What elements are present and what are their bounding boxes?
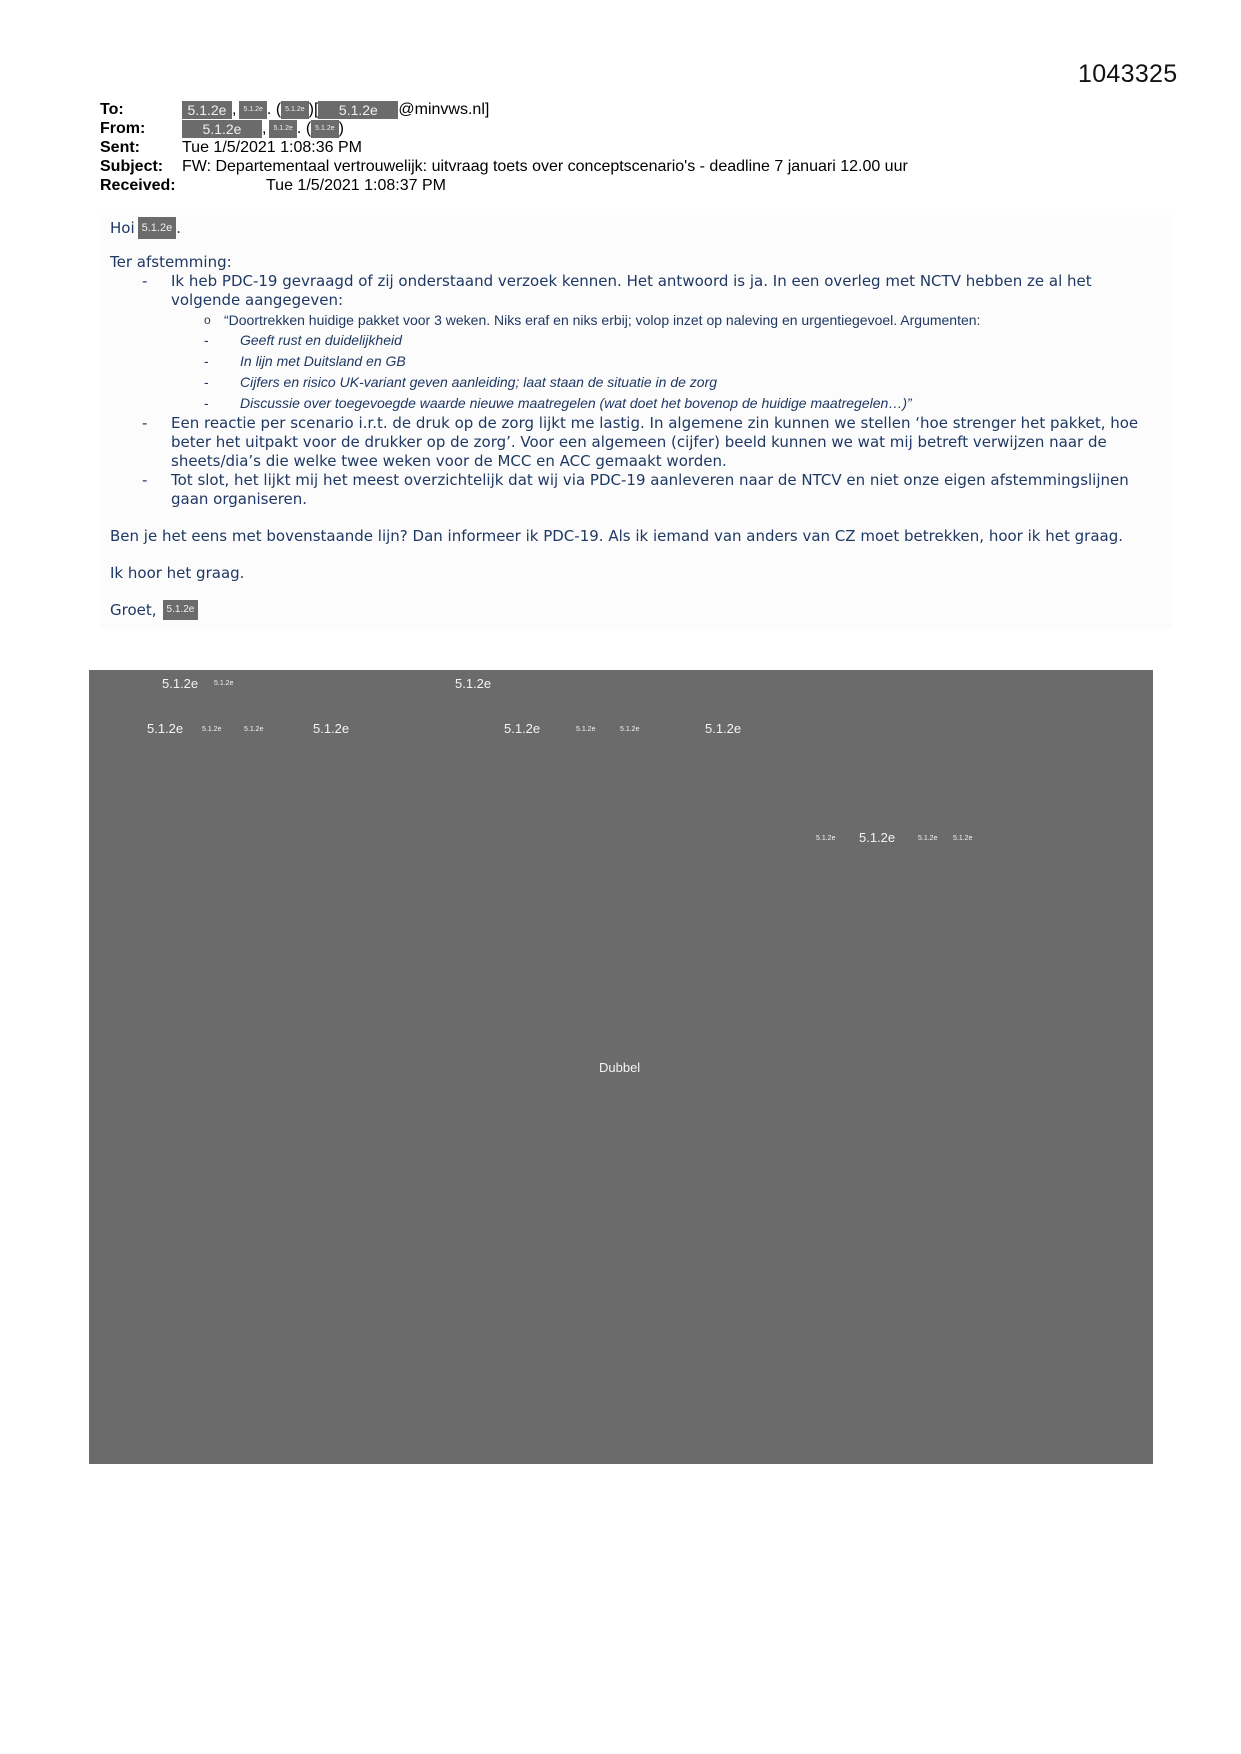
dash-marker: - bbox=[204, 374, 209, 390]
redaction: 5.1.2e bbox=[182, 101, 232, 119]
redacted-section bbox=[89, 670, 1153, 1464]
argument-item bbox=[110, 330, 1162, 351]
redaction-code: 5.1.2e bbox=[859, 830, 896, 845]
received-label: Received: bbox=[100, 177, 176, 194]
separator: . ( bbox=[266, 101, 282, 118]
redaction-code: 5.1.2e bbox=[620, 726, 640, 733]
quote-text: “Doortrekken huidige pakket voor 3 weken. Niks eraf en niks erbij; volop inzet op naleving en urgentiegevoel. Argumenten: bbox=[224, 312, 981, 328]
argument-text: Discussie over toegevoegde waarde nieuwe maatregelen (wat doet het bovenop de huidige maatregelen…)” bbox=[240, 395, 912, 411]
greeting-text: Hoi bbox=[110, 218, 135, 237]
argument-item bbox=[110, 351, 1162, 372]
bullet-item bbox=[110, 471, 1162, 509]
redaction-code: 5.1.2e bbox=[455, 676, 492, 691]
to-value bbox=[182, 100, 489, 119]
dash-marker: - bbox=[142, 414, 148, 432]
separator: )[ bbox=[308, 101, 319, 118]
closing-request: Ik hoor het graag. bbox=[110, 564, 245, 582]
dash-marker: - bbox=[204, 353, 209, 369]
bullet-text: Tot slot, het lijkt mij het meest overzichtelijk dat wij via PDC-19 aanleveren naar de NTCV en niet onze eigen afstemmingslijnen gaan organiseren. bbox=[171, 471, 1129, 508]
document-id: 1043325 bbox=[1078, 60, 1178, 88]
sent-value: Tue 1/5/2021 1:08:36 PM bbox=[182, 139, 362, 156]
separator: , bbox=[232, 101, 237, 118]
greeting bbox=[110, 215, 1162, 241]
dash-marker: - bbox=[204, 395, 209, 411]
to-label: To: bbox=[100, 101, 124, 118]
email-header bbox=[100, 100, 1150, 195]
from-row bbox=[100, 119, 1150, 138]
bullet-item bbox=[110, 272, 1162, 310]
email-domain: @minvws.nl] bbox=[398, 101, 490, 118]
argument-text: Cijfers en risico UK-variant geven aanleiding; laat staan de situatie in de zorg bbox=[240, 374, 718, 390]
redaction: 5.1.2e bbox=[269, 120, 296, 138]
email-body bbox=[100, 215, 1172, 629]
redaction: 5.1.2e bbox=[318, 101, 398, 119]
dash-marker: - bbox=[142, 272, 148, 290]
argument-item bbox=[110, 393, 1162, 414]
redaction: 5.1.2e bbox=[163, 600, 199, 620]
separator: ) bbox=[338, 120, 344, 137]
redaction-code: 5.1.2e bbox=[162, 676, 199, 691]
signoff bbox=[110, 597, 1162, 623]
dash-marker: - bbox=[204, 332, 209, 348]
from-value bbox=[182, 119, 344, 138]
redaction: 5.1.2e bbox=[311, 120, 338, 138]
received-row bbox=[100, 176, 1150, 195]
argument-text: In lijn met Duitsland en GB bbox=[240, 353, 406, 369]
duplicate-label: Dubbel bbox=[599, 1060, 641, 1075]
redaction-code: 5.1.2e bbox=[313, 721, 350, 736]
redaction-code: 5.1.2e bbox=[816, 835, 836, 842]
redaction-code: 5.1.2e bbox=[504, 721, 541, 736]
redaction-code: 5.1.2e bbox=[918, 835, 938, 842]
received-value: Tue 1/5/2021 1:08:37 PM bbox=[266, 177, 446, 194]
sent-row bbox=[100, 138, 1150, 157]
bullet-text: Een reactie per scenario i.r.t. de druk op de zorg lijkt me lastig. In algemene zin kunnen we stellen ‘hoe strenger het pakket, hoe beter het uitpakt voor de drukker op de zorg’. Voor een algemeen (cijfer) beeld kunnen we wat mij betreft verwijzen naar de sheets/dia’s die welke twee weken voor de MCC en ACC gemaakt worden. bbox=[171, 414, 1139, 470]
intro-text: Ter afstemming: bbox=[110, 253, 232, 271]
redaction: 5.1.2e bbox=[281, 101, 308, 119]
subject-label: Subject: bbox=[100, 158, 164, 175]
redaction-code: 5.1.2e bbox=[214, 680, 234, 687]
separator: , bbox=[262, 120, 267, 137]
subject-value: FW: Departementaal vertrouwelijk: uitvraag toets over conceptscenario's - deadline 7 januari 12.00 uur bbox=[182, 158, 908, 175]
dash-marker: - bbox=[142, 471, 148, 489]
redaction-code: 5.1.2e bbox=[202, 726, 222, 733]
redaction-code: 5.1.2e bbox=[576, 726, 596, 733]
redaction-code: 5.1.2e bbox=[705, 721, 742, 736]
bullet-item bbox=[110, 414, 1162, 471]
sent-label: Sent: bbox=[100, 139, 140, 156]
bullet-text: Ik heb PDC-19 gevraagd of zij onderstaand verzoek kennen. Het antwoord is ja. In een overleg met NCTV hebben ze al het volgende aangegeven: bbox=[171, 272, 1092, 309]
quote-item bbox=[110, 310, 1162, 330]
separator: . ( bbox=[296, 120, 312, 137]
argument-item bbox=[110, 372, 1162, 393]
redaction-code: 5.1.2e bbox=[147, 721, 184, 736]
subject-row bbox=[100, 157, 1150, 176]
from-label: From: bbox=[100, 120, 146, 137]
question-text: Ben je het eens met bovenstaande lijn? Dan informeer ik PDC-19. Als ik iemand van anders van CZ moet betrekken, hoor ik het graag. bbox=[110, 527, 1123, 545]
greeting-punct: . bbox=[176, 218, 181, 237]
circle-bullet-icon: o bbox=[204, 313, 211, 327]
to-row bbox=[100, 100, 1150, 119]
argument-text: Geeft rust en duidelijkheid bbox=[240, 332, 402, 348]
redaction: 5.1.2e bbox=[239, 101, 266, 119]
redaction-code: 5.1.2e bbox=[953, 835, 973, 842]
redaction: 5.1.2e bbox=[182, 120, 262, 138]
redaction-code: 5.1.2e bbox=[244, 726, 264, 733]
redaction: 5.1.2e bbox=[138, 217, 177, 239]
signoff-text: Groet, bbox=[110, 600, 157, 619]
